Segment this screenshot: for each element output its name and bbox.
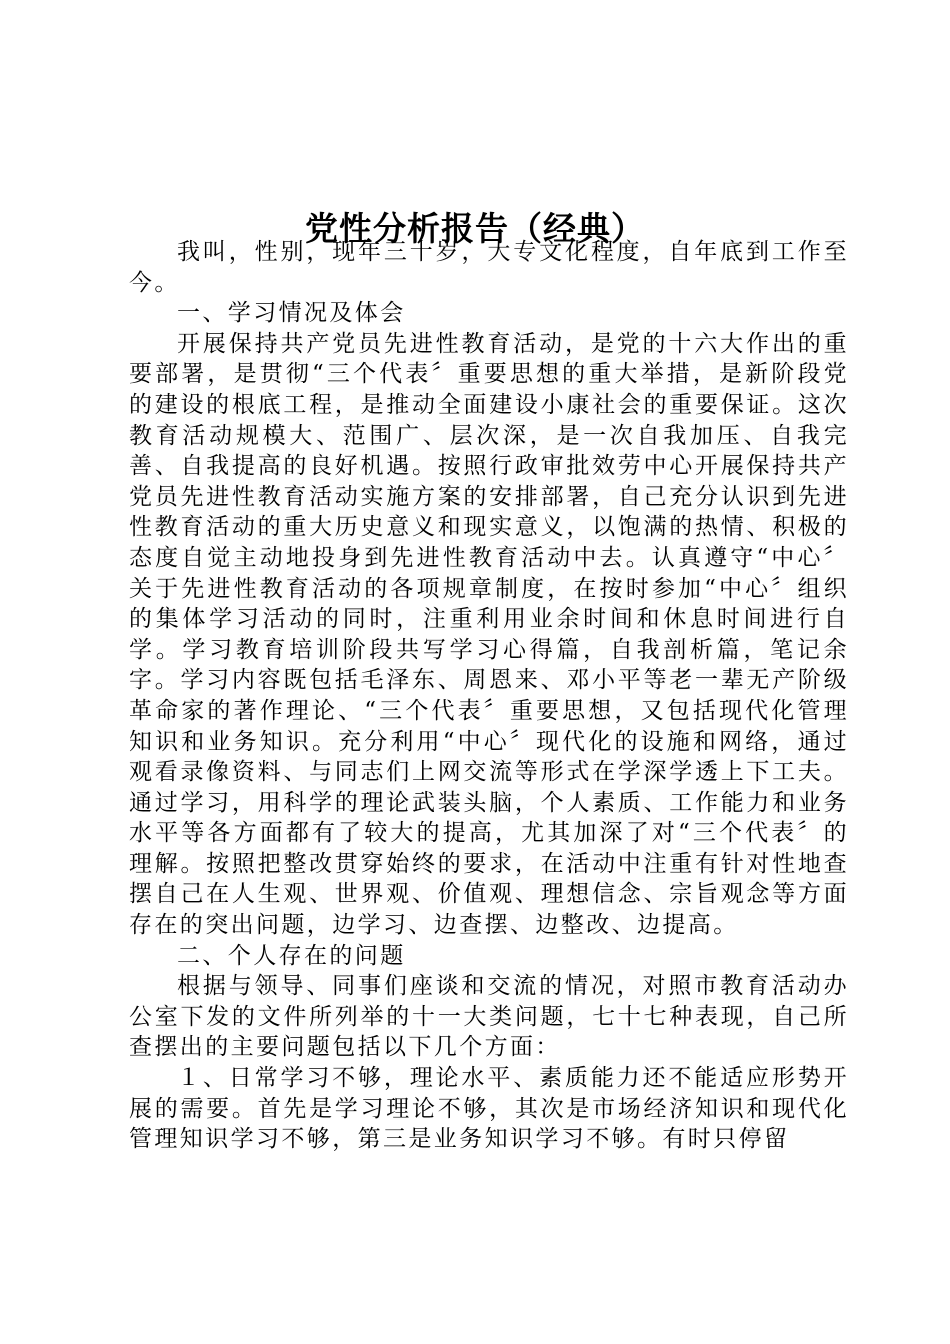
intro-paragraph: 我叫，性别，现年三十岁，大专文化程度，自年底到工作至今。 <box>129 239 849 296</box>
section-heading-problems: 二、个人存在的问题 <box>177 942 406 969</box>
problem-item-1: １、日常学习不够，理论水平、素质能力还不能适应形势开展的需要。首先是学习理论不够，其次是市场经济知识和现代化管理知识学习不够，第三是业务知识学习不够。有时只停留 <box>129 1065 849 1153</box>
section-heading-study: 一、学习情况及体会 <box>177 300 406 327</box>
study-paragraph: 开展保持共产党员先进性教育活动，是党的十六大作出的重要部署，是贯彻“三个代表〞重要思想的重大举措，是新阶段党的建设的根底工程，是推动全面建设小康社会的重要保证。这次教育活动规模大、范围广、层次深，是一次自我加压、自我完善、自我提高的良好机遇。按照行政审批效劳中心开展保持共产党员先进性教育活动实施方案的安排部署，自己充分认识到先进性教育活动的重大历史意义和现实意义，以饱满的热情、积极的态度自觉主动地投身到先进性教育活动中去。认真遵守“中心〞关于先进性教育活动的各项规章制度，在按时参加“中心〞组织的集体学习活动的同时，注重利用业余时间和休息时间进行自学。学习教育培训阶段共写学习心得篇，自我剖析篇，笔记余字。学习内容既包括毛泽东、周恩来、邓小平等老一辈无产阶级革命家的著作理论、“三个代表〞重要思想，又包括现代化管理知识和业务知识。充分利用“中心〞现代化的设施和网络，通过观看录像资料、与同志们上网交流等形式在学深学透上下工夫。通过学习，用科学的理论武装头脑，个人素质、工作能力和业务水平等各方面都有了较大的提高，尤其加深了对“三个代表〞的理解。按照把整改贯穿始终的要求，在活动中注重有针对性地查摆自己在人生观、世界观、价值观、理想信念、宗旨观念等方面存在的突出问题，边学习、边查摆、边整改、边提高。 <box>129 330 849 939</box>
document-title: 党性分析报告（经典） <box>305 209 645 249</box>
document-body <box>129 237 849 1155</box>
problems-intro-paragraph: 根据与领导、同事们座谈和交流的情况，对照市教育活动办公室下发的文件所列举的十一大类问题，七十七种表现，自己所查摆出的主要问题包括以下几个方面： <box>129 973 849 1061</box>
